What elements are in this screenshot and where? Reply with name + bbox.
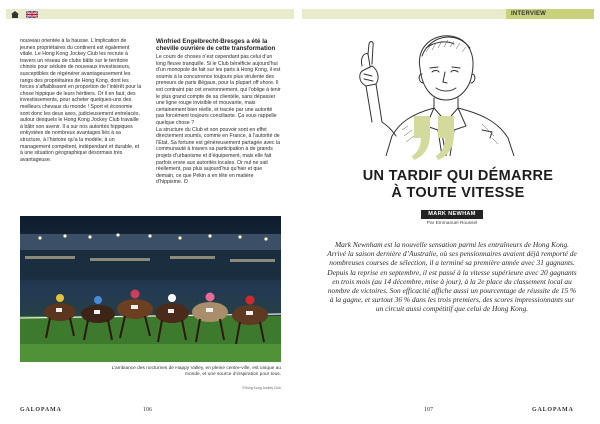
top-bar bbox=[6, 9, 294, 19]
intro-paragraph: Mark Newnham est la nouvelle sensation parmi les entraîneurs de Hong Kong. Arrivé la saison dernière d’Australie, où ses pensionnaires avaient déjà remporté de nombreuses courses de sélection, il a terminé sa première année avec 31 gagnants. Depuis la reprise en septembre, il est passé à la vitesse supérieure avec 20 gagnants en trois mois (au 14 décembre, mise à jour), à la 2e place du classement local au nombre de victoires. Son efficacité affiche aussi un pourcentage de réussite de 15 % à la gagne, et surtout 36 % dans les trois premiers, des scores impressionnants sur un circuit aussi compétitif que celui de Hong Kong. bbox=[327, 240, 577, 314]
article-paragraph: La structure du Club et son pouvoir sont en effet directement soumis, comme en France, à l’autorité de l’État. Sa fortune est généreusement partagée avec la communauté à travers sa participation à de grands projets d’urbanisme et d’équipement, mais elle fait parfois envie aux autorités locales. Or nul ne sait réellement, pas plus aujourd’hui qu’hier et que demain, ce que Pékin a en tête en matière d’hippisme. ʘ bbox=[156, 126, 281, 186]
right-page bbox=[300, 0, 600, 424]
page-number: 106 bbox=[143, 407, 152, 413]
page-number: 107 bbox=[424, 407, 433, 413]
footer-brand: GALOPAMA bbox=[20, 407, 62, 413]
headline-line-2: À TOUTE VITESSE bbox=[391, 185, 525, 201]
photo-credit: ©Hong Kong Jockey Club bbox=[242, 386, 281, 390]
subject-name-badge: MARK NEWHAM bbox=[421, 210, 483, 219]
uk-flag-icon[interactable] bbox=[26, 11, 38, 18]
photo-caption: L’ambiance des nocturnes de Happy Valley, en pleine centre-ville, est unique au monde, et une source d’inspiration pour tous. bbox=[111, 366, 281, 377]
subheading: Winfried Engelbrecht-Bresges a été la cheville ouvrière de cette transformation bbox=[156, 38, 276, 52]
headline-line-1: UN TARDIF QUI DÉMARRE bbox=[362, 168, 554, 184]
end-mark: ʘ bbox=[183, 179, 188, 186]
article-headline bbox=[324, 168, 592, 202]
home-icon[interactable] bbox=[11, 11, 19, 18]
article-column-2 bbox=[156, 38, 281, 186]
footer-brand: GALOPAMA bbox=[532, 407, 574, 413]
article-paragraph: Le cours de choses n’est cependant pas celui d’un long fleuve tranquille. Si le Club bénéficie aujourd’hui d’un monopole de fait sur les paris à Hong Kong, il est soumis à la concurrence toujours plus virulente des preneurs de paris illégaux, pour la plupart off shore. Il est contraint par cet environnement, qui l’oblige à tenir le plus grand compte de sa clientèle, sans dépasser une ligne rouge invisible et mouvante, mais certainement bien réelle, et tracée par une autorité pas forcément toujours conciliante. Ça vous rappelle quelque chose ? bbox=[156, 54, 281, 126]
article-column-1 bbox=[20, 38, 142, 163]
quote-mark-icon bbox=[408, 110, 468, 170]
byline: Par Emmanuel Roussel bbox=[426, 221, 478, 226]
article-paragraph: nouveau orientée à la hausse. L’implication de jeunes propriétaires du continent est également vitale. Le Hong Kong Jockey Club les recrute à travers un réseau de clubs bâtis sur le territoire chinois pour séduire de nouveaux investisseurs, susceptibles de régénérer avantageusement les rangs des propriétaires de Hong Kong, dont les forces s’affaiblissent en proportion de l’intérêt pour la chose hippique de leurs héritiers. Or il en faut, des investissements, pour acheter quelques-uns des meilleurs chevaux du monde ! Sport et économie sont donc les deux axes, judicieusement entrelacés, autour desquels le Hong Kong Jockey Club travaille à bâtir son avenir. Il a sur nos autorités hippiques enkystées de nombreux avantages liés à sa structure, à l’histoire qu’a la modèle, à un management compétent, indépendant et durable, et à une situation géographique désormais très avantageuse. bbox=[20, 38, 142, 163]
race-photo bbox=[20, 216, 281, 362]
section-label: INTERVIEW bbox=[506, 9, 594, 19]
